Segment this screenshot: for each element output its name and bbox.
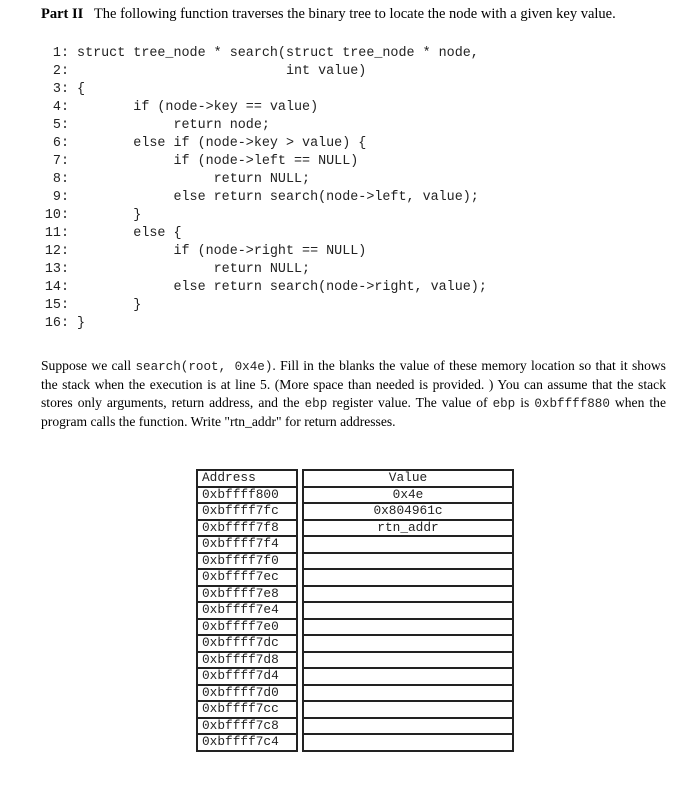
value-cell[interactable] (303, 685, 513, 702)
paragraph-text: is (515, 395, 535, 410)
table-row (197, 734, 513, 751)
value-cell[interactable] (303, 635, 513, 652)
code-line (41, 261, 487, 279)
address-cell: 0xbffff7d8 (197, 652, 297, 669)
code-line (41, 243, 487, 261)
line-number: 10: (44, 208, 69, 223)
code-line (41, 63, 487, 81)
value-cell[interactable] (303, 619, 513, 636)
table-row (197, 619, 513, 636)
code-text: else { (69, 226, 182, 241)
value-cell[interactable]: 0x804961c (303, 503, 513, 520)
code-line (41, 297, 487, 315)
address-cell: 0xbffff7d0 (197, 685, 297, 702)
address-cell: 0xbffff7fc (197, 503, 297, 520)
value-cell[interactable]: 0x4e (303, 487, 513, 504)
stack-table (196, 469, 514, 752)
line-number: 12: (44, 244, 69, 259)
line-number: 15: (44, 298, 69, 313)
table-row (197, 520, 513, 537)
line-number: 16: (44, 316, 69, 331)
address-cell: 0xbffff7dc (197, 635, 297, 652)
table-row (197, 586, 513, 603)
address-cell: 0xbffff7c4 (197, 734, 297, 751)
code-line (41, 81, 487, 99)
register-name-code: ebp (492, 397, 516, 411)
value-cell[interactable] (303, 718, 513, 735)
address-cell: 0xbffff800 (197, 487, 297, 504)
paragraph-text: register value. The value of (327, 395, 493, 410)
table-row (197, 553, 513, 570)
table-row (197, 718, 513, 735)
code-text: } (69, 298, 142, 313)
table-header-row (197, 470, 513, 487)
address-cell: 0xbffff7f0 (197, 553, 297, 570)
code-text: { (69, 82, 86, 97)
code-text: else return search(node->left, value); (69, 190, 479, 205)
table-row (197, 685, 513, 702)
part-heading (41, 6, 616, 23)
value-header: Value (303, 470, 513, 487)
code-text: else if (node->key > value) { (69, 136, 367, 151)
line-number: 4: (52, 100, 69, 115)
line-number: 5: (52, 118, 69, 133)
address-cell: 0xbffff7d4 (197, 668, 297, 685)
address-cell: 0xbffff7f4 (197, 536, 297, 553)
code-text: return NULL; (69, 172, 311, 187)
address-cell: 0xbffff7e8 (197, 586, 297, 603)
code-text: if (node->key == value) (69, 100, 319, 115)
value-cell[interactable] (303, 652, 513, 669)
line-number: 9: (52, 190, 69, 205)
address-cell: 0xbffff7f8 (197, 520, 297, 537)
line-number: 3: (52, 82, 69, 97)
paragraph-text: when the program calls the function. Write "rtn_addr" for return addresses. (41, 395, 666, 429)
ebp-value-code: 0xbffff880 (534, 397, 610, 411)
value-cell[interactable]: rtn_addr (303, 520, 513, 537)
code-text: if (node->right == NULL) (69, 244, 367, 259)
address-cell: 0xbffff7ec (197, 569, 297, 586)
code-line (41, 135, 487, 153)
line-number: 7: (52, 154, 69, 169)
function-call-code: search(root, 0x4e) (135, 360, 273, 374)
value-cell[interactable] (303, 602, 513, 619)
code-line (41, 99, 487, 117)
code-text: } (69, 208, 142, 223)
table-row (197, 503, 513, 520)
value-cell[interactable] (303, 586, 513, 603)
code-line (41, 279, 487, 297)
register-name-code: ebp (304, 397, 328, 411)
address-cell: 0xbffff7c8 (197, 718, 297, 735)
table-row (197, 652, 513, 669)
line-number: 1: (52, 46, 69, 61)
code-line (41, 153, 487, 171)
address-cell: 0xbffff7e0 (197, 619, 297, 636)
code-line (41, 171, 487, 189)
paragraph-text: Suppose we call (41, 358, 136, 373)
table-row (197, 668, 513, 685)
value-cell[interactable] (303, 569, 513, 586)
address-cell: 0xbffff7e4 (197, 602, 297, 619)
code-listing (41, 45, 487, 333)
line-number: 14: (44, 280, 69, 295)
value-cell[interactable] (303, 553, 513, 570)
question-paragraph (41, 357, 666, 431)
table-row (197, 635, 513, 652)
value-cell[interactable] (303, 668, 513, 685)
line-number: 8: (52, 172, 69, 187)
line-number: 2: (52, 64, 69, 79)
code-text: int value) (69, 64, 367, 79)
paragraph-text: . Fill in the blanks the value of these memory location so that it shows the stack when the execution is at line 5. (More space than needed is provided. ) You can assume that the stack stores only arguments, return address, and the (41, 358, 666, 410)
line-number: 13: (44, 262, 69, 277)
address-cell: 0xbffff7cc (197, 701, 297, 718)
line-number: 6: (52, 136, 69, 151)
table-row (197, 536, 513, 553)
code-line (41, 189, 487, 207)
part-description: The following function traverses the binary tree to locate the node with a given key value. (93, 6, 616, 22)
table-row (197, 487, 513, 504)
part-label: Part II (41, 6, 84, 22)
code-text: if (node->left == NULL) (69, 154, 359, 169)
code-line (41, 225, 487, 243)
code-line (41, 315, 487, 333)
line-number: 11: (44, 226, 69, 241)
address-header: Address (197, 470, 297, 487)
value-cell[interactable] (303, 536, 513, 553)
value-cell[interactable] (303, 701, 513, 718)
code-line (41, 45, 487, 63)
value-cell[interactable] (303, 734, 513, 751)
code-line (41, 117, 487, 135)
table-row (197, 569, 513, 586)
table-row (197, 701, 513, 718)
table-row (197, 602, 513, 619)
code-text: struct tree_node * search(struct tree_node * node, (69, 46, 479, 61)
code-line (41, 207, 487, 225)
code-text: return node; (69, 118, 270, 133)
code-text: else return search(node->right, value); (69, 280, 487, 295)
code-text: return NULL; (69, 262, 311, 277)
code-text: } (69, 316, 86, 331)
